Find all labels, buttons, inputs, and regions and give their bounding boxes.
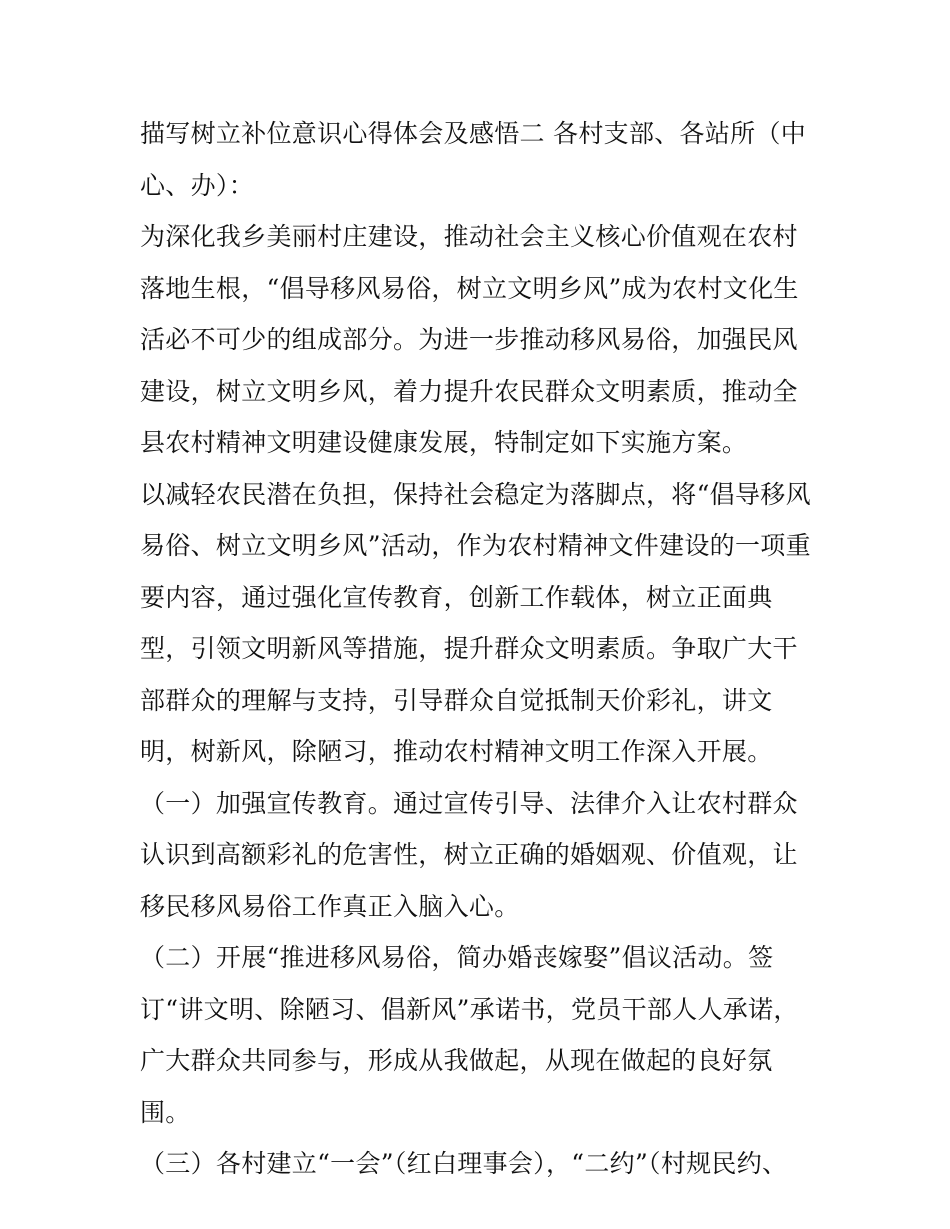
document-body [140, 108, 820, 1190]
paragraph-measure-1: （一）加强宣传教育。通过宣传引导、法律介入让农村群众认识到高额彩礼的危害性，树立正确的婚姻观、价值观，让移民移风易俗工作真正入脑入心。 [140, 788, 798, 921]
paragraph-measure-3: （三）各村建立“一会”（红白理事会），“二约”（村规民约、 [140, 1149, 788, 1178]
paragraph-objective: 以减轻农民潜在负担，保持社会稳定为落脚点，将“倡导移风易俗、树立文明乡风”活动，作为农村精神文件建设的一项重要内容，通过强化宣传教育，创新工作载体，树立正面典型，引领文明新风等措施，提升群众文明素质。争取广大干部群众的理解与支持，引导群众自觉抵制天价彩礼，讲文明，树新风，除陋习，推动农村精神文明工作深入开展。 [140, 479, 811, 766]
paragraph-intro: 为深化我乡美丽村庄建设，推动社会主义核心价值观在农村落地生根，“倡导移风易俗，树立文明乡风”成为农村文化生活必不可少的组成部分。为进一步推动移风易俗，加强民风建设，树立文明乡风，着力提升农民群众文明素质，推动全县农村精神文明建设健康发展，特制定如下实施方案。 [140, 222, 799, 457]
paragraph-measure-2: （二）开展“推进移风易俗，简办婚丧嫁娶”倡议活动。签订“讲文明、除陋习、倡新风”承诺书，党员干部人人承诺，广大群众共同参与，形成从我做起，从现在做起的良好氛围。 [140, 943, 799, 1127]
paragraph-heading: 描写树立补位意识心得体会及感悟二 各村支部、各站所（中心、办）： [140, 119, 807, 200]
